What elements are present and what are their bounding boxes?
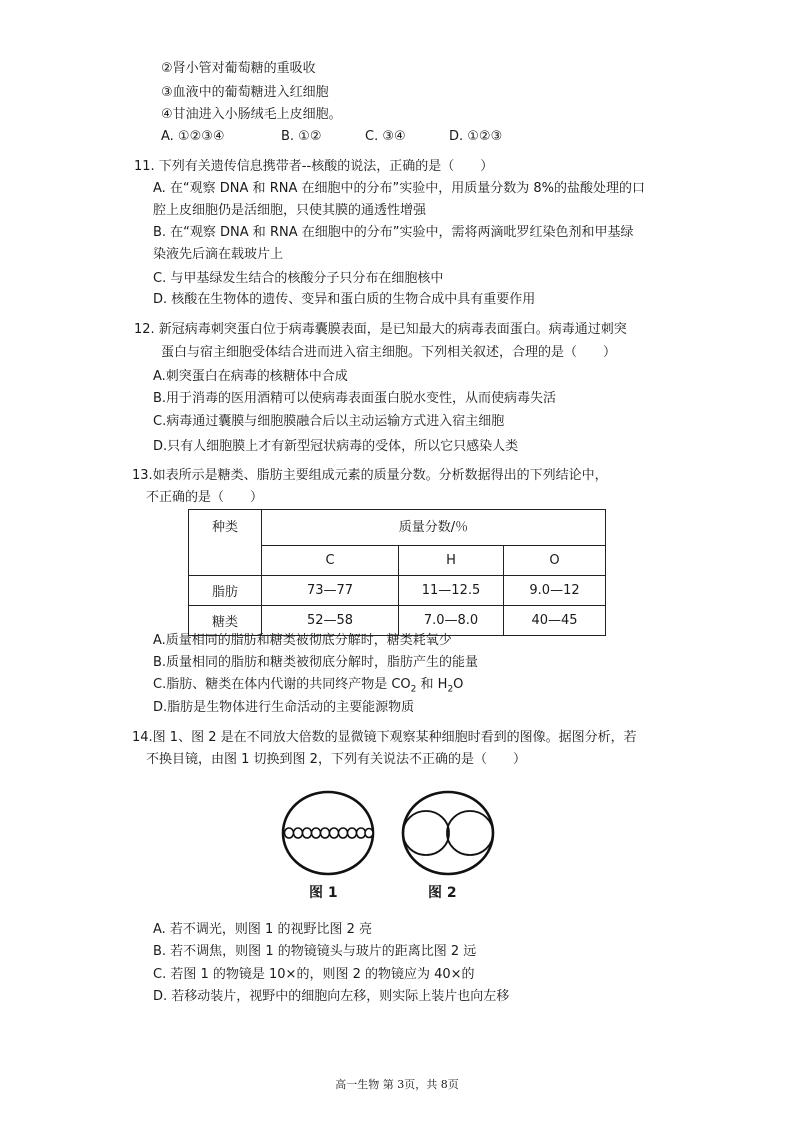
q12-option-a: A.刺突蛋白在病毒的核糖体中合成	[153, 369, 348, 384]
table-cell: 52—58	[262, 606, 399, 636]
q14-option-a: A. 若不调光，则图 1 的视野比图 2 亮	[153, 922, 373, 937]
q11-stem: 11. 下列有关遗传信息携带者--核酸的说法，正确的是（ ）	[134, 159, 494, 174]
table-header-mass: 质量分数/％	[262, 510, 606, 546]
q11-option-a: A. 在“观察 DNA 和 RNA 在细胞中的分布”实验中，用质量分数为 8%的盐酸处理的口	[153, 181, 645, 196]
table-cell: 73—77	[262, 576, 399, 606]
table-row	[189, 576, 606, 606]
q12-stem: 12. 新冠病毒刺突蛋白位于病毒囊膜表面，是已知最大的病毒表面蛋白。病毒通过刺突	[134, 322, 627, 337]
q12-option-d: D.只有人细胞膜上才有新型冠状病毒的受体，所以它只感染人类	[153, 439, 519, 454]
table-cell: 11—12.5	[399, 576, 504, 606]
table-row	[189, 606, 606, 636]
table-header-h: H	[399, 546, 504, 576]
q10-item-4: ④甘油进入小肠绒毛上皮细胞。	[161, 107, 342, 122]
figure-2-label: 图 2	[428, 885, 457, 901]
q11-option-d: D. 核酸在生物体的遗传、变异和蛋白质的生物合成中具有重要作用	[153, 292, 536, 307]
q14-option-d: D. 若移动装片，视野中的细胞向左移，则实际上装片也向左移	[153, 989, 510, 1004]
cell-chain-icon	[285, 828, 374, 838]
q11-option-c: C. 与甲基绿发生结合的核酸分子只分布在细胞核中	[153, 271, 444, 286]
q11-option-b-cont: 染液先后滴在载玻片上	[153, 247, 284, 262]
q13-option-a: A.质量相同的脂肪和糖类被彻底分解时，糖类耗氧少	[153, 633, 452, 648]
q14-option-b: B. 若不调焦，则图 1 的物镜镜头与玻片的距离比图 2 远	[153, 944, 477, 959]
q10-item-2: ②肾小管对葡萄糖的重吸收	[161, 61, 316, 76]
q10-option-a: A. ①②③④	[161, 129, 225, 144]
figure-2-field-of-view	[400, 788, 496, 878]
q10-option-b: B. ①②	[281, 129, 322, 144]
table-cell: 7.0—8.0	[399, 606, 504, 636]
q14-option-c: C. 若图 1 的物镜是 10×的，则图 2 的物镜应为 40×的	[153, 967, 475, 982]
q13-option-b: B.质量相同的脂肪和糖类被彻底分解时，脂肪产生的能量	[153, 655, 479, 670]
q13-option-d: D.脂肪是生物体进行生命活动的主要能源物质	[153, 700, 415, 715]
composition-table	[188, 509, 606, 636]
q10-option-d: D. ①②③	[449, 129, 503, 144]
q13-stem: 13.如表所示是糖类、脂肪主要组成元素的质量分数。分析数据得出的下列结论中，	[132, 468, 608, 483]
table-cell: 40—45	[504, 606, 606, 636]
figure-1-field-of-view	[280, 788, 376, 878]
q13-stem-cont: 不正确的是（ ）	[146, 490, 264, 505]
figure-1-label: 图 1	[309, 885, 338, 901]
q10-options	[161, 128, 502, 146]
q11-option-b: B. 在“观察 DNA 和 RNA 在细胞中的分布”实验中，需将两滴吡罗红染色剂和甲基绿	[153, 225, 634, 240]
table-cell: 脂肪	[189, 576, 262, 606]
q11-option-a-cont: 腔上皮细胞仍是活细胞，只使其膜的通透性增强	[153, 203, 427, 218]
table-header-c: C	[262, 546, 399, 576]
q13-option-c: C.脂肪、糖类在体内代谢的共同终产物是 $CO_2$ 和 $H_2O$	[153, 677, 464, 695]
table-header-o: O	[504, 546, 606, 576]
table-cell: 糖类	[189, 606, 262, 636]
q14-stem: 14.图 1、图 2 是在不同放大倍数的显微镜下观察某种细胞时看到的图像。据图分析，若	[132, 730, 637, 745]
q12-stem-cont: 蛋白与宿主细胞受体结合进而进入宿主细胞。下列相关叙述，合理的是（ ）	[161, 345, 617, 360]
q14-stem-cont: 不换目镜，由图 1 切换到图 2，下列有关说法不正确的是（ ）	[146, 752, 526, 767]
q12-option-b: B.用于消毒的医用酒精可以使病毒表面蛋白脱水变性，从而使病毒失活	[153, 391, 557, 406]
table-header-kind: 种类	[189, 510, 262, 576]
q12-option-c: C.病毒通过囊膜与细胞膜融合后以主动运输方式进入宿主细胞	[153, 414, 505, 429]
q10-item-3: ③血液中的葡萄糖进入红细胞	[161, 85, 329, 100]
page-footer: 高一生物 第 3页，共 8页	[335, 1078, 459, 1091]
table-cell: 9.0—12	[504, 576, 606, 606]
q10-option-c: C. ③④	[365, 129, 406, 144]
